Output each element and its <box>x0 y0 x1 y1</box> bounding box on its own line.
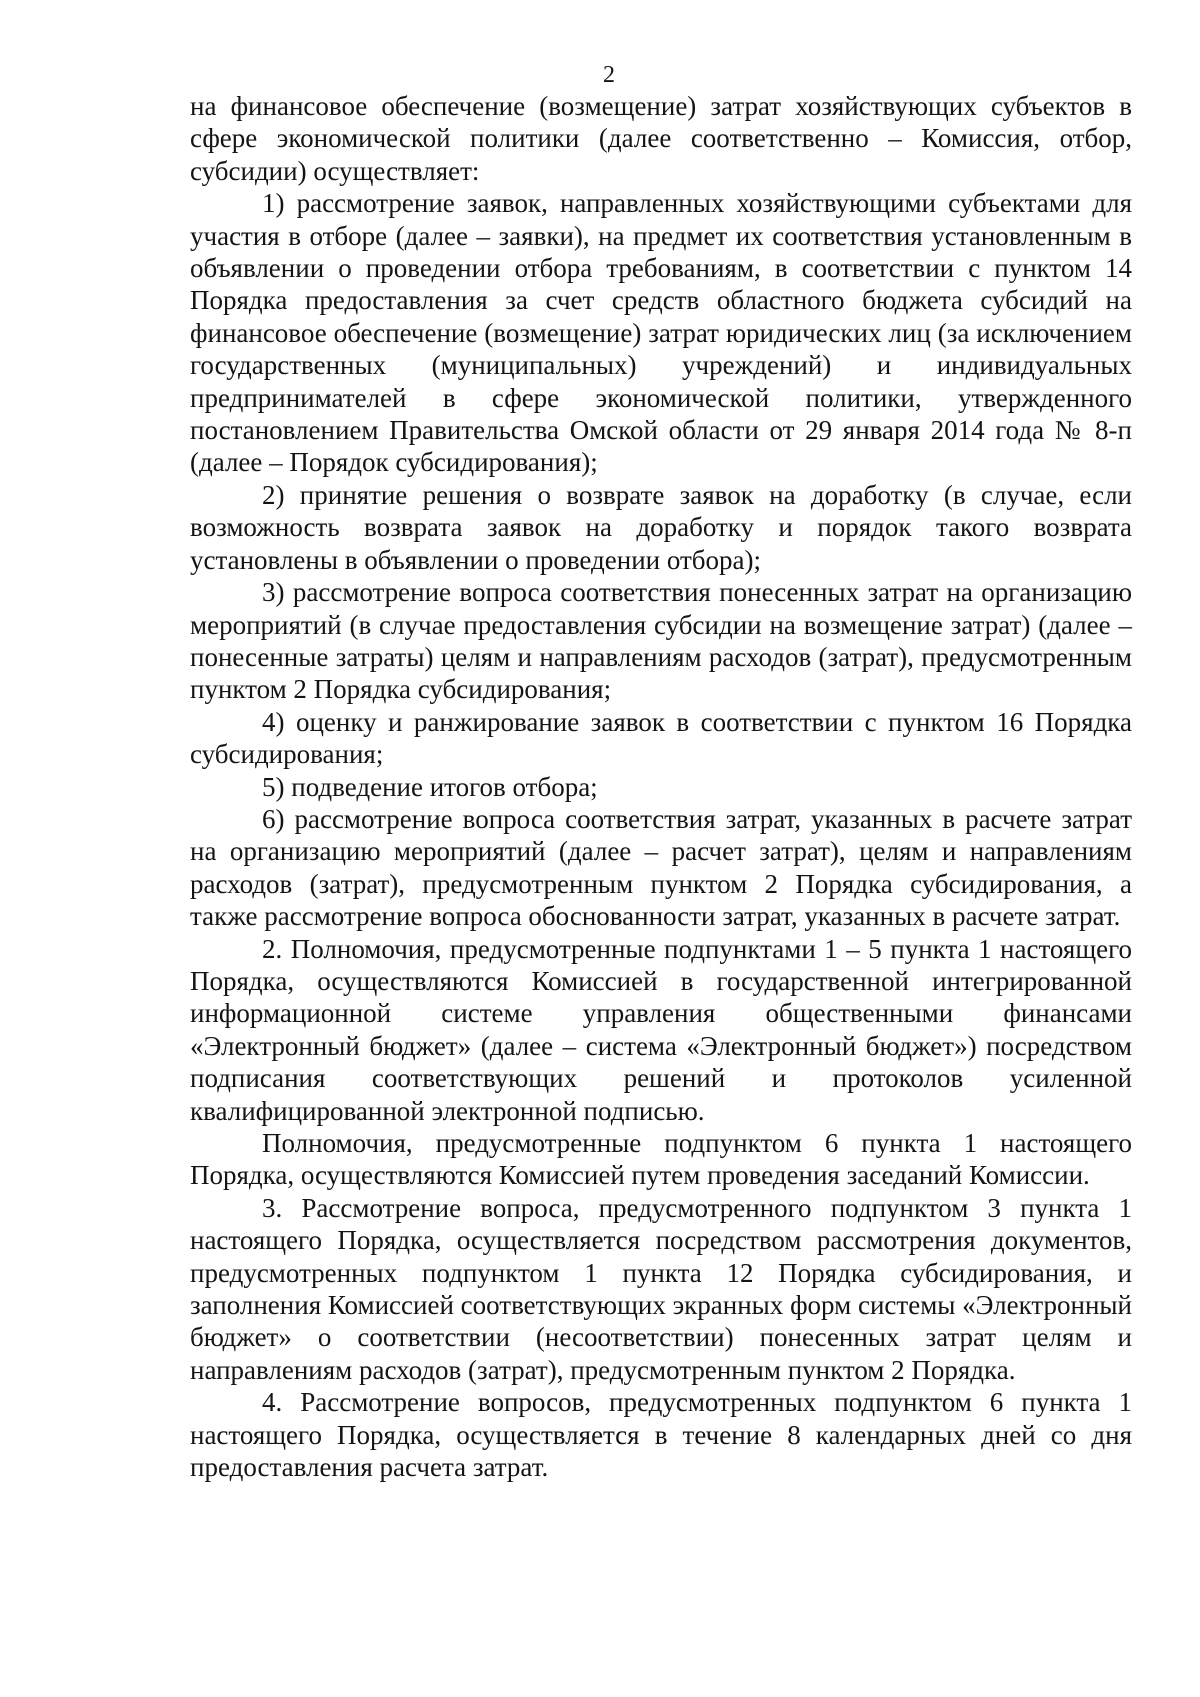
paragraph-item-3: 3) рассмотрение вопроса соответствия понесенных затрат на организацию мероприятий (в случае предоставления субсидии на возмещение затрат) (далее – понесенные затраты) целям и направлениям расходов (затрат), предусмотренным пунктом 2 Порядка субсидирования; <box>190 577 1132 705</box>
page-number: 2 <box>603 62 615 88</box>
paragraph-item-1: 1) рассмотрение заявок, направленных хозяйствующими субъектами для участия в отборе (далее – заявки), на предмет их соответствия установленным в объявлении о проведении отбора требованиям, в соответствии с пунктом 14 Порядка предоставления за счет средств областного бюджета субсидий на финансовое обеспечение (возмещение) затрат юридических лиц (за исключением государственных (муниципальных) учреждений) и индивидуальных предпринимателей в сфере экономической политики, утвержденного постановлением Правительства Омской области от 29 января 2014 года № 8-п (далее – Порядок субсидирования); <box>190 188 1132 478</box>
paragraph-item-2: 2) принятие решения о возврате заявок на доработку (в случае, если возможность возврата заявок на доработку и порядок такого возврата установлены в объявлении о проведении отбора); <box>190 479 1132 575</box>
paragraph-section-2: 2. Полномочия, предусмотренные подпунктами 1 – 5 пункта 1 настоящего Порядка, осуществляются Комиссией в государственной интегрированной информационной системе управления общественными финансами «Электронный бюджет» (далее – система «Электронный бюджет») посредством подписания соответствующих решений и протоколов усиленной квалифицированной электронной подписью. <box>190 933 1132 1126</box>
paragraph-item-6: 6) рассмотрение вопроса соответствия затрат, указанных в расчете затрат на организацию мероприятий (далее – расчет затрат), целям и направлениям расходов (затрат), предусмотренным пунктом 2 Порядка субсидирования, а также рассмотрение вопроса обоснованности затрат, указанных в расчете затрат. <box>190 803 1132 932</box>
paragraph-item-5: 5) подведение итогов отбора; <box>262 771 598 802</box>
paragraph-section-2-continued: Полномочия, предусмотренные подпунктом 6 пункта 1 настоящего Порядка, осуществляются Комиссией путем проведения заседаний Комиссии. <box>190 1128 1132 1191</box>
paragraph-section-3: 3. Рассмотрение вопроса, предусмотренного подпунктом 3 пункта 1 настоящего Порядка, осуществляется посредством рассмотрения документов, предусмотренных подпунктом 1 пункта 12 Порядка субсидирования, и заполнения Комиссией соответствующих экранных форм системы «Электронный бюджет» о соответствии (несоответствии) понесенных затрат целям и направлениям расходов (затрат), предусмотренным пунктом 2 Порядка. <box>190 1192 1132 1385</box>
paragraph-section-4: 4. Рассмотрение вопросов, предусмотренных подпунктом 6 пункта 1 настоящего Порядка, осуществляется в течение 8 календарных дней со дня предоставления расчета затрат. <box>190 1387 1132 1483</box>
paragraph-intro: на финансовое обеспечение (возмещение) затрат хозяйствующих субъектов в сфере экономической политики (далее соответственно – Комиссия, отбор, субсидии) осуществляет: <box>190 91 1132 186</box>
document-body <box>190 90 1132 1483</box>
paragraph-item-4: 4) оценку и ранжирование заявок в соответствии с пунктом 16 Порядка субсидирования; <box>190 706 1132 770</box>
